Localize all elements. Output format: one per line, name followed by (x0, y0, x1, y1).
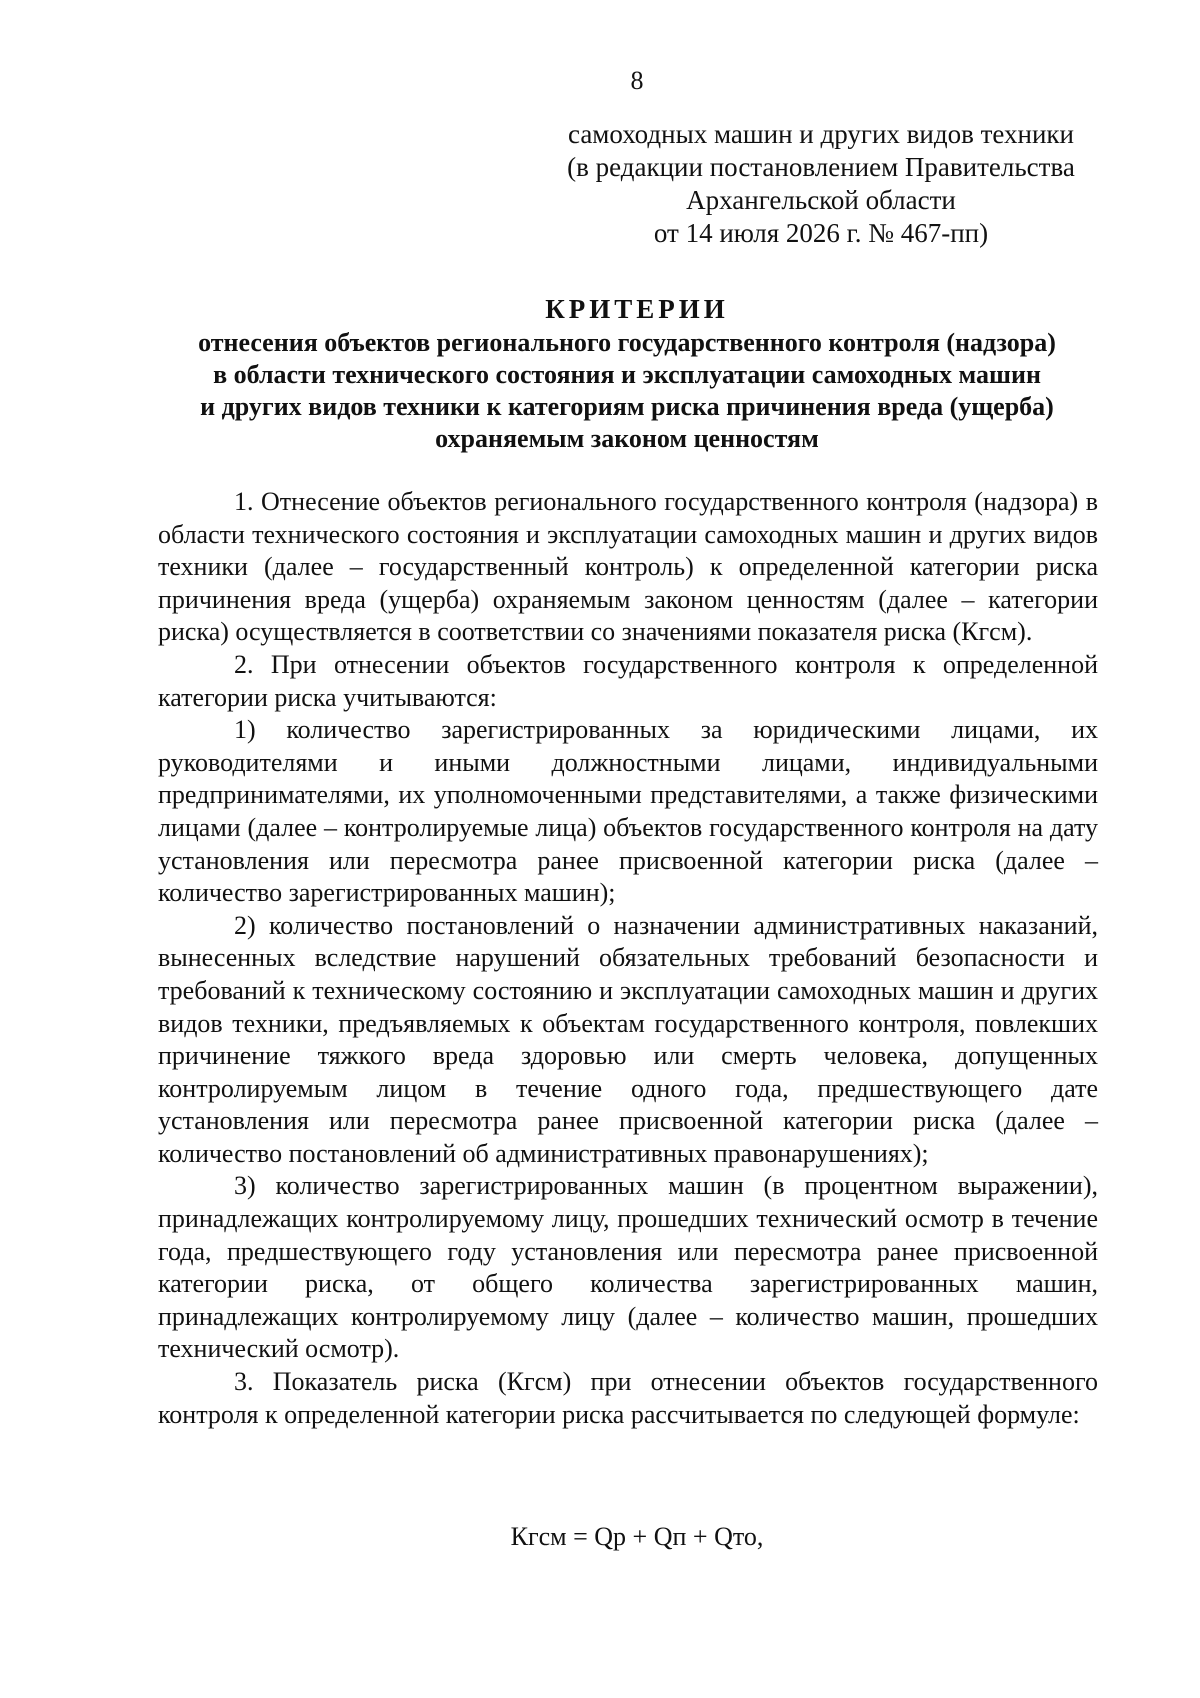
header-line: самоходных машин и других видов техники (568, 119, 1074, 149)
paragraph-1: 1. Отнесение объектов регионального государственного контроля (надзора) в области технического состояния и эксплуатации самоходных машин и других видов техники (далее – государственный контроль) к определенной категории риска причинения вреда (ущерба) охраняемым законом ценностям (далее – категории риска) осуществляется в соответствии со значениями показателя риска (Кгсм). (158, 487, 1098, 647)
subtitle-line: в области технического состояния и эксплуатации самоходных машин (213, 360, 1041, 389)
header-line: (в редакции постановлением Правительства (567, 152, 1075, 182)
subitem-1: 1) количество зарегистрированных за юридическими лицами, их руководителями и иными должностными лицами, индивидуальными предпринимателями, их уполномоченными представителями, а также физическими лицами (далее – контролируемые лица) объектов государственного контроля на дату установления или пересмотра ранее присвоенной категории риска (далее – количество зарегистрированных машин); (158, 715, 1098, 908)
document-title: КРИТЕРИИ (545, 294, 729, 324)
subtitle-line: и других видов техники к категориям риска причинения вреда (ущерба) (200, 392, 1054, 421)
subtitle-line: охраняемым законом ценностям (435, 424, 819, 453)
subitem-3: 3) количество зарегистрированных машин (в процентном выражении), принадлежащих контролируемому лицу, прошедших технический осмотр в течение года, предшествующего году установления или пересмотра ранее присвоенной категории риска, от общего количества зарегистрированных машин, принадлежащих контролируемому лицу (далее – количество машин, прошедших технический осмотр). (158, 1171, 1098, 1364)
document-subtitle (150, 327, 1104, 455)
header-line: от 14 июля 2026 г. № 467-пп) (653, 218, 989, 248)
revision-header (546, 118, 1096, 250)
header-line: Архангельской области (686, 185, 956, 215)
risk-formula: Кгсм = Qр + Qп + Qто, (510, 1522, 764, 1551)
subitem-2: 2) количество постановлений о назначении административных наказаний, вынесенных вследствие нарушений обязательных требований безопасности и требований к техническому состоянию и эксплуатации самоходных машин и других видов техники, предъявляемых к объектам государственного контроля, повлекших причинение тяжкого вреда здоровью или смерть человека, допущенных контролируемым лицом в течение одного года, предшествующего дате установления или пересмотра ранее присвоенной категории риска (далее – количество постановлений об административных правонарушениях); (158, 910, 1098, 1168)
paragraph-2: 2. При отнесении объектов государственного контроля к определенной категории риска учитываются: (158, 649, 1098, 712)
document-body (158, 486, 1098, 1431)
page-number: 8 (630, 66, 644, 95)
paragraph-3: 3. Показатель риска (Кгсм) при отнесении объектов государственного контроля к определенной категории риска рассчитывается по следующей формуле: (158, 1367, 1098, 1429)
subtitle-line: отнесения объектов регионального государственного контроля (надзора) (198, 328, 1056, 357)
